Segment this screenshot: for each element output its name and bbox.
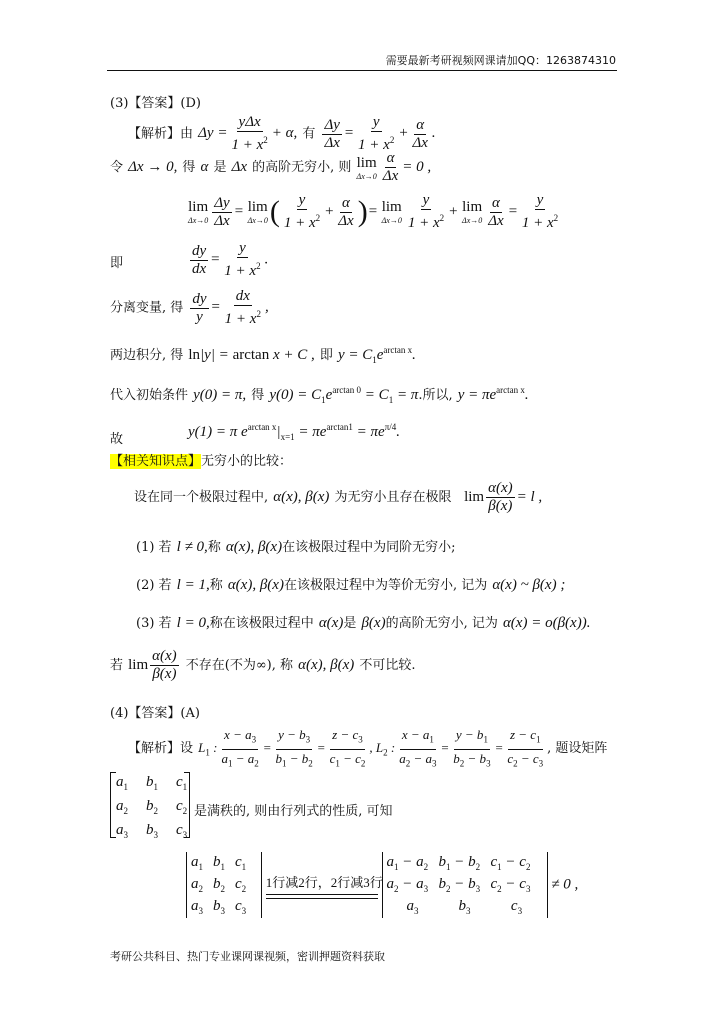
- item1-a: (1) 若: [136, 540, 172, 555]
- q3-high-order: 的高阶无穷小, 则: [252, 159, 352, 175]
- q3-ji: 即: [110, 256, 124, 271]
- item2-c: 在该极限过程中为等价无穷小, 记为: [283, 578, 488, 593]
- knowledge-tag: 【相关知识点】: [110, 454, 202, 469]
- q3-let-line: 令 Δx → 0, 得 α 是 Δx 的高阶无穷小, 则 lim Δx→0 $\frac{\alpha}{\Delta x}$ = 0 ,: [110, 150, 432, 184]
- q4-row-operation: 1行减2行，2行减3行: [265, 874, 383, 890]
- q3-analysis-line: 【解析】由 Δy = $\frac{\text{yΔx}}{1 + x^2}$ + α, 有 $\frac{\Delta y}{\Delta x}$ = $\frac{y}{1 + x^2}$ + $\frac{\alpha}{\Delta x}$ .: [128, 114, 436, 153]
- q3-so: .所以,: [418, 388, 453, 403]
- q3-then: 得: [182, 159, 196, 175]
- item1-b: 称: [207, 540, 221, 555]
- knowledge-intro: 设在同一个极限过程中, α(x), β(x) 为无穷小且存在极限 lim $\frac{\alpha(x)}{\beta(x)}$ = l ,: [134, 480, 543, 514]
- ifnot-c: 不可比较.: [359, 657, 416, 673]
- item3-a: (3) 若: [136, 616, 172, 631]
- q4-lines: 【解析】设 $L_1$ : $\frac{x - a_3}{a_1 - a_2}$ = $\frac{y - b_3}{b_1 - b_2}$ = $\frac{z - c_3}{c_1 - c_2}$ , $L_2$ : $\frac{x - a_1}{a_2 - a_3}$ = $\frac{y - b_1}{b_2 - b_3}$ = $\frac{z - c_1}{c_2 - c_3}$ , 题设矩阵: [128, 727, 608, 769]
- knowledge-intro-b: 为无穷小且存在极限: [334, 489, 452, 505]
- knowledge-title: 无穷小的比较：: [201, 454, 293, 469]
- ifnot-a: 若: [110, 657, 124, 673]
- q4-tail: , 题设矩阵: [547, 741, 608, 757]
- q3-initial: 代入初始条件: [110, 388, 189, 403]
- item2-b: 称: [209, 578, 223, 593]
- q3-let: 令: [110, 159, 124, 175]
- q4-equals-rule: [266, 894, 378, 899]
- q3-get: 得: [251, 388, 265, 403]
- matrix-right-bracket: [184, 772, 190, 838]
- knowledge-item-1: (1) 若 l ≠ 0,称 α(x), β(x)在该极限过程中为同阶无穷小;: [136, 539, 456, 555]
- knowledge-not-comparable: 若 lim $\frac{\alpha(x)}{\beta(x)}$ 不存在(不为∞), 称 α(x), β(x) 不可比较.: [110, 648, 416, 682]
- q3-analysis-label: 【解析】由: [128, 126, 194, 142]
- q3-limit-equation: lim Δx→0 $\frac{\Delta y}{\Delta x}$ = lim Δx→0 ( $\frac{y}{1 + x^2}$ + $\frac{\alpha}{\Delta x}$ )= lim Δx→0 $\frac{y}{1 + x^2}$ + lim Δx→0 $\frac{\alpha}{\Delta x}$ = $\frac{y}{1 + x^2}$: [188, 192, 559, 231]
- knowledge-item-3: (3) 若 l = 0,称在该极限过程中 α(x)是 β(x)的高阶无穷小, 记为 α(x) = o(β(x)).: [136, 615, 591, 631]
- q3-integrate: 两边积分, 得: [110, 348, 184, 363]
- coefficient-matrix: $a_1$ $b_1$ $c_1$ $a_2$ $b_2$ $c_2$ $a_3$ $b_3$ $c_3$: [116, 774, 188, 840]
- item3-c: 是: [343, 616, 357, 631]
- page-footer: 考研公共科目、热门专业课网课视频，密训押题资料获取: [110, 950, 385, 963]
- page-header: 需要最新考研视频网课请加QQ：1263874310: [385, 54, 616, 67]
- q4-answer: (4)【答案】(A): [110, 706, 200, 721]
- q3-you: 有: [302, 126, 316, 142]
- q3-separate-line: 分离变量, 得 $\frac{dy}{y}$ = $\frac{dx}{1 + x^2}$ ,: [110, 288, 269, 327]
- item2-a: (2) 若: [136, 578, 172, 593]
- item3-b: 称在该极限过程中: [209, 616, 314, 631]
- q3-ji2: 即: [319, 348, 333, 363]
- q4-analysis-label: 【解析】设: [128, 741, 194, 757]
- q3-integrate-line: 两边积分, 得 ln|y| = arctan x + C , 即 $y = C_1e^{arctan x}$.: [110, 345, 416, 365]
- knowledge-item-2: (2) 若 l = 1,称 α(x), β(x)在该极限过程中为等价无穷小, 记为 α(x) ~ β(x) ;: [136, 577, 566, 593]
- ifnot-b: 不存在(不为∞), 称: [185, 657, 293, 673]
- q3-result: y(1) = π $e^{arctan x}|_{x=1} = \pi e^{arctan1} = \pi e^{\pi/4}$.: [188, 422, 401, 442]
- q3-ode: $\frac{dy}{dx}$ = $\frac{y}{1 + x^2}$ .: [192, 240, 269, 279]
- knowledge-title-line: [110, 450, 292, 469]
- header-rule: [107, 70, 617, 71]
- q4-full-rank: 是满秩的, 则由行列式的性质, 可知: [194, 804, 393, 819]
- q3-gu: 故: [110, 432, 124, 447]
- q4-determinant-equation: $a_1$ $b_1$ $c_1$ $a_2$ $b_2$ $c_2$ $a_3$ $b_3$ $c_3$ 1行减2行，2行减3行 $a_1 - a_2$ $b_1 - b_2$ $c_1 - c_2$ $a_2 - a_3$ $b_2 - b_3$ $c_2 - c_3$ $a_3$ $b_3$ $c_3$ ≠ 0 ,: [186, 852, 578, 918]
- q3-is: 是: [213, 159, 227, 175]
- q3-sep-vars: 分离变量, 得: [110, 300, 184, 316]
- q3-answer: (3)【答案】(D): [110, 96, 201, 111]
- q3-initial-line: 代入初始条件 y(0) = π, 得 $y(0) = C_1e^{arctan 0} = C_1 = \pi$.所以, $y = \pi e^{arctan x}$.: [110, 385, 529, 405]
- item3-d: 的高阶无穷小, 记为: [385, 616, 498, 631]
- item1-c: 在该极限过程中为同阶无穷小;: [282, 540, 456, 555]
- knowledge-intro-a: 设在同一个极限过程中,: [134, 489, 269, 505]
